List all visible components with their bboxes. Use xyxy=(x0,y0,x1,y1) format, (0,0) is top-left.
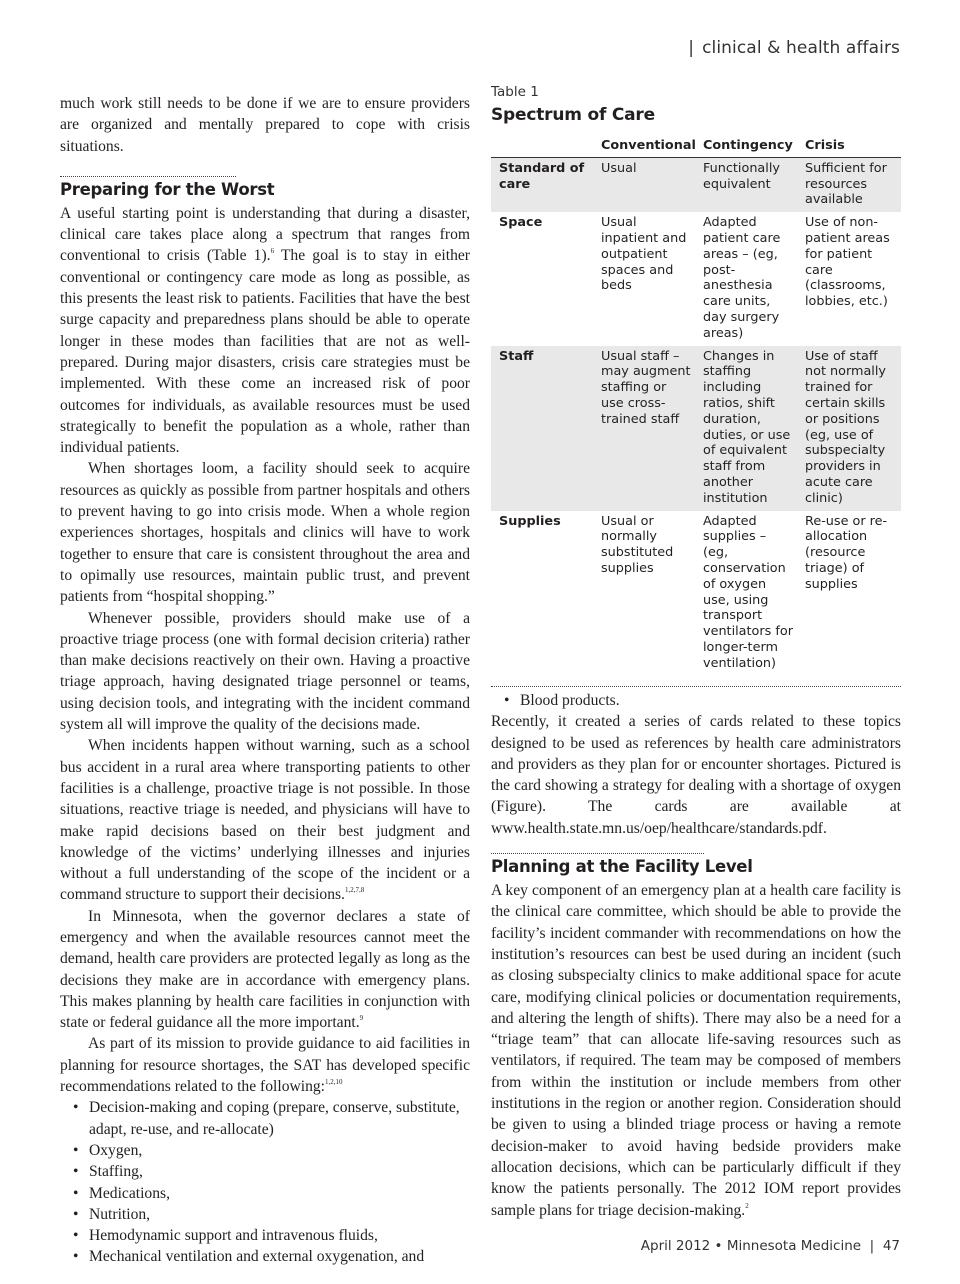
list-item: • Nutrition, xyxy=(60,1204,470,1225)
body-paragraph: A useful starting point is understanding that during a disaster, clinical care takes place along a spectrum that ranges from conventional to crisis (Table 1).$^6$ The goal is to stay in either conventional or contingency care mode as long as possible, as this presents the least risk to patients. Facilities that have the best surge capacity and preparedness plans should be able to operate longer in these modes than facilities that are not as well-prepared. During major disasters, crisis care strategies must be implemented. With these come an increased risk of poor outcomes for individuals, as available resources must be used strategically to benefit the population as a whole, rather than individual patients. xyxy=(60,204,470,457)
table-cell: Use of non-patient areas for patient care (classrooms, lobbies, etc.) xyxy=(805,215,890,310)
left-column xyxy=(60,93,470,1268)
table-cell: Usual staff – may augment staffing or use cross-trained staff xyxy=(593,346,695,511)
table-cell: Usual inpatient and outpatient spaces and beds xyxy=(601,215,687,294)
row-header-cell: Space xyxy=(499,215,543,231)
body-paragraph: Recently, it created a series of cards related to these topics designed to be used as references by health care administrators and providers as they plan for or encounter shortages. Pictured is the card showing a strategy for dealing with a shortage of oxygen (Figure). The cards are available at www.health.state.mn.us/oep/healthcare/standards.pdf. xyxy=(491,713,901,837)
table-header-cell xyxy=(491,136,593,157)
intro-paragraph: much work still needs to be done if we are to ensure providers are organized and mentally prepared to cope with crisis situations. xyxy=(60,95,470,155)
table-cell: Sufficient for resources available xyxy=(797,157,901,212)
table-header-cell: Contingency xyxy=(695,136,797,157)
section-divider xyxy=(60,176,236,177)
table-bottom-divider xyxy=(491,686,901,687)
body-paragraph: Whenever possible, providers should make use of a proactive triage process (one with formal decision criteria) rather than make decisions reactively on their own. Having a proactive triage approach, having designated triage personnel or teams, using decision tools, and integrating with the incident command system all will improve the quality of the decisions made. xyxy=(60,609,470,734)
table-cell: Changes in staffing including ratios, shift duration, duties, or use of equivalent staff from another institution xyxy=(695,346,797,511)
section-heading-preparing: Preparing for the Worst xyxy=(60,179,275,199)
citation: 6 xyxy=(270,247,275,256)
row-header-cell: Supplies xyxy=(499,513,561,529)
list-item: • Staffing, xyxy=(60,1161,470,1182)
section-title: clinical & health affairs xyxy=(702,38,900,58)
body-paragraph: As part of its mission to provide guidance to aid facilities in planning for resource shortages, the SAT has developed specific recommendations related to the following:$^{1,2,10}$ xyxy=(60,1035,470,1096)
table-cell: Adapted patient care areas – (eg, post-anesthesia care units, day surgery areas) xyxy=(703,215,781,341)
right-column xyxy=(491,690,901,1221)
body-paragraph: When shortages loom, a facility should seek to acquire resources as quickly as possible from partner hospitals and others to prevent having to go into crisis mode. When a whole region experiences shortages, hospitals and clinics will have to work together to ensure that care is consistent throughout the area and to opimally use resources, maintain public trust, and prevent patients from “hospital shopping.” xyxy=(60,460,470,606)
row-header-cell: Standard of care xyxy=(491,157,593,212)
list-item: • Hemodynamic support and intravenous fluids, xyxy=(60,1225,470,1246)
table-title: Spectrum of Care xyxy=(491,105,655,125)
table-cell: Usual xyxy=(593,157,695,212)
table-cell: Adapted supplies – (eg, conservation of oxygen use, using transport ventilators for longer-term ventilation) xyxy=(703,513,793,671)
list-item: • Medications, xyxy=(60,1183,470,1204)
running-header: | clinical & health affairs xyxy=(688,38,900,58)
recommendation-list-continued xyxy=(491,690,901,711)
list-item: • Mechanical ventilation and external oxygenation, and xyxy=(60,1246,470,1267)
row-header-cell: Staff xyxy=(491,346,593,511)
table-row xyxy=(491,212,901,345)
citation: 1,2,10 xyxy=(325,1078,343,1087)
citation: 2 xyxy=(745,1201,749,1210)
citation: 1,2,7,8 xyxy=(344,886,365,895)
body-paragraph: When incidents happen without warning, such as a school bus accident in a rural area where transporting patients to other facilities is a challenge, proactive triage is not possible. In those situations, reactive triage is needed, and physicians will have to make rapid decisions based on their best judgment and knowledge of the victims’ underlying illnesses and injuries without a full understanding of the scope of the incident or a command structure to support their decisions.$^{1,2,7,8}$ xyxy=(60,737,470,904)
table-1 xyxy=(491,84,901,687)
table-row xyxy=(491,346,901,511)
page-number: 47 xyxy=(882,1238,900,1254)
citation: 9 xyxy=(359,1014,364,1023)
list-item: • Oxygen, xyxy=(60,1140,470,1161)
recommendation-list xyxy=(60,1097,470,1267)
table-cell: Usual or normally substituted supplies xyxy=(601,513,674,576)
table-header-row xyxy=(491,136,901,157)
list-item: • Decision-making and coping (prepare, conserve, substitute, adapt, re-use, and re-allocate) xyxy=(60,1097,470,1140)
running-footer: April 2012 • Minnesota Medicine | 47 xyxy=(640,1238,900,1254)
body-paragraph: In Minnesota, when the governor declares a state of emergency and when the available resources cannot meet the demand, health care providers are protected legally as long as the decisions they make are in accordance with emergency plans. This makes planning by health care facilities in conjunction with state or federal guidance all the more important.$^9$ xyxy=(60,907,470,1032)
table-row xyxy=(491,157,901,212)
body-paragraph: A key component of an emergency plan at a health care facility is the clinical care committee, which should be able to provide the facility’s incident commander with recommendations on how the institution’s resources can best be used during an incident (such as closing subspecialty clinics to make additional space for acute care, modifying clinical policies or documentation requirements, and altering the length of shifts). There may also be a need for a “triage team” that can allocate life-saving resources such as ventilators, if required. The team may be composed of members from within the institution or include members from other institutions in the region or another region. Consideration should be given to using a blinded triage process or having a remote decision-maker to avoid having bedside providers make allocation decisions, which can be particularly difficult if they know the patients personally. The 2012 IOM report provides sample plans for triage decision-making.$^2$ xyxy=(491,882,901,1219)
issue-info: April 2012 • Minnesota Medicine xyxy=(640,1238,862,1254)
table-label: Table 1 xyxy=(491,84,539,100)
spectrum-of-care-table xyxy=(491,136,901,676)
table-header-cell: Conventional xyxy=(593,136,695,157)
table-cell: Re-use or re-allocation (resource triage) of supplies xyxy=(805,513,888,592)
section-heading-facility: Planning at the Facility Level xyxy=(491,857,753,877)
table-header-cell: Crisis xyxy=(797,136,901,157)
section-divider xyxy=(491,853,704,854)
table-cell: Use of staff not normally trained for certain skills or positions (eg, use of subspecialty providers in acute care clinic) xyxy=(797,346,901,511)
table-row xyxy=(491,511,901,676)
list-item: • Blood products. xyxy=(491,690,901,711)
table-cell: Functionally equivalent xyxy=(695,157,797,212)
